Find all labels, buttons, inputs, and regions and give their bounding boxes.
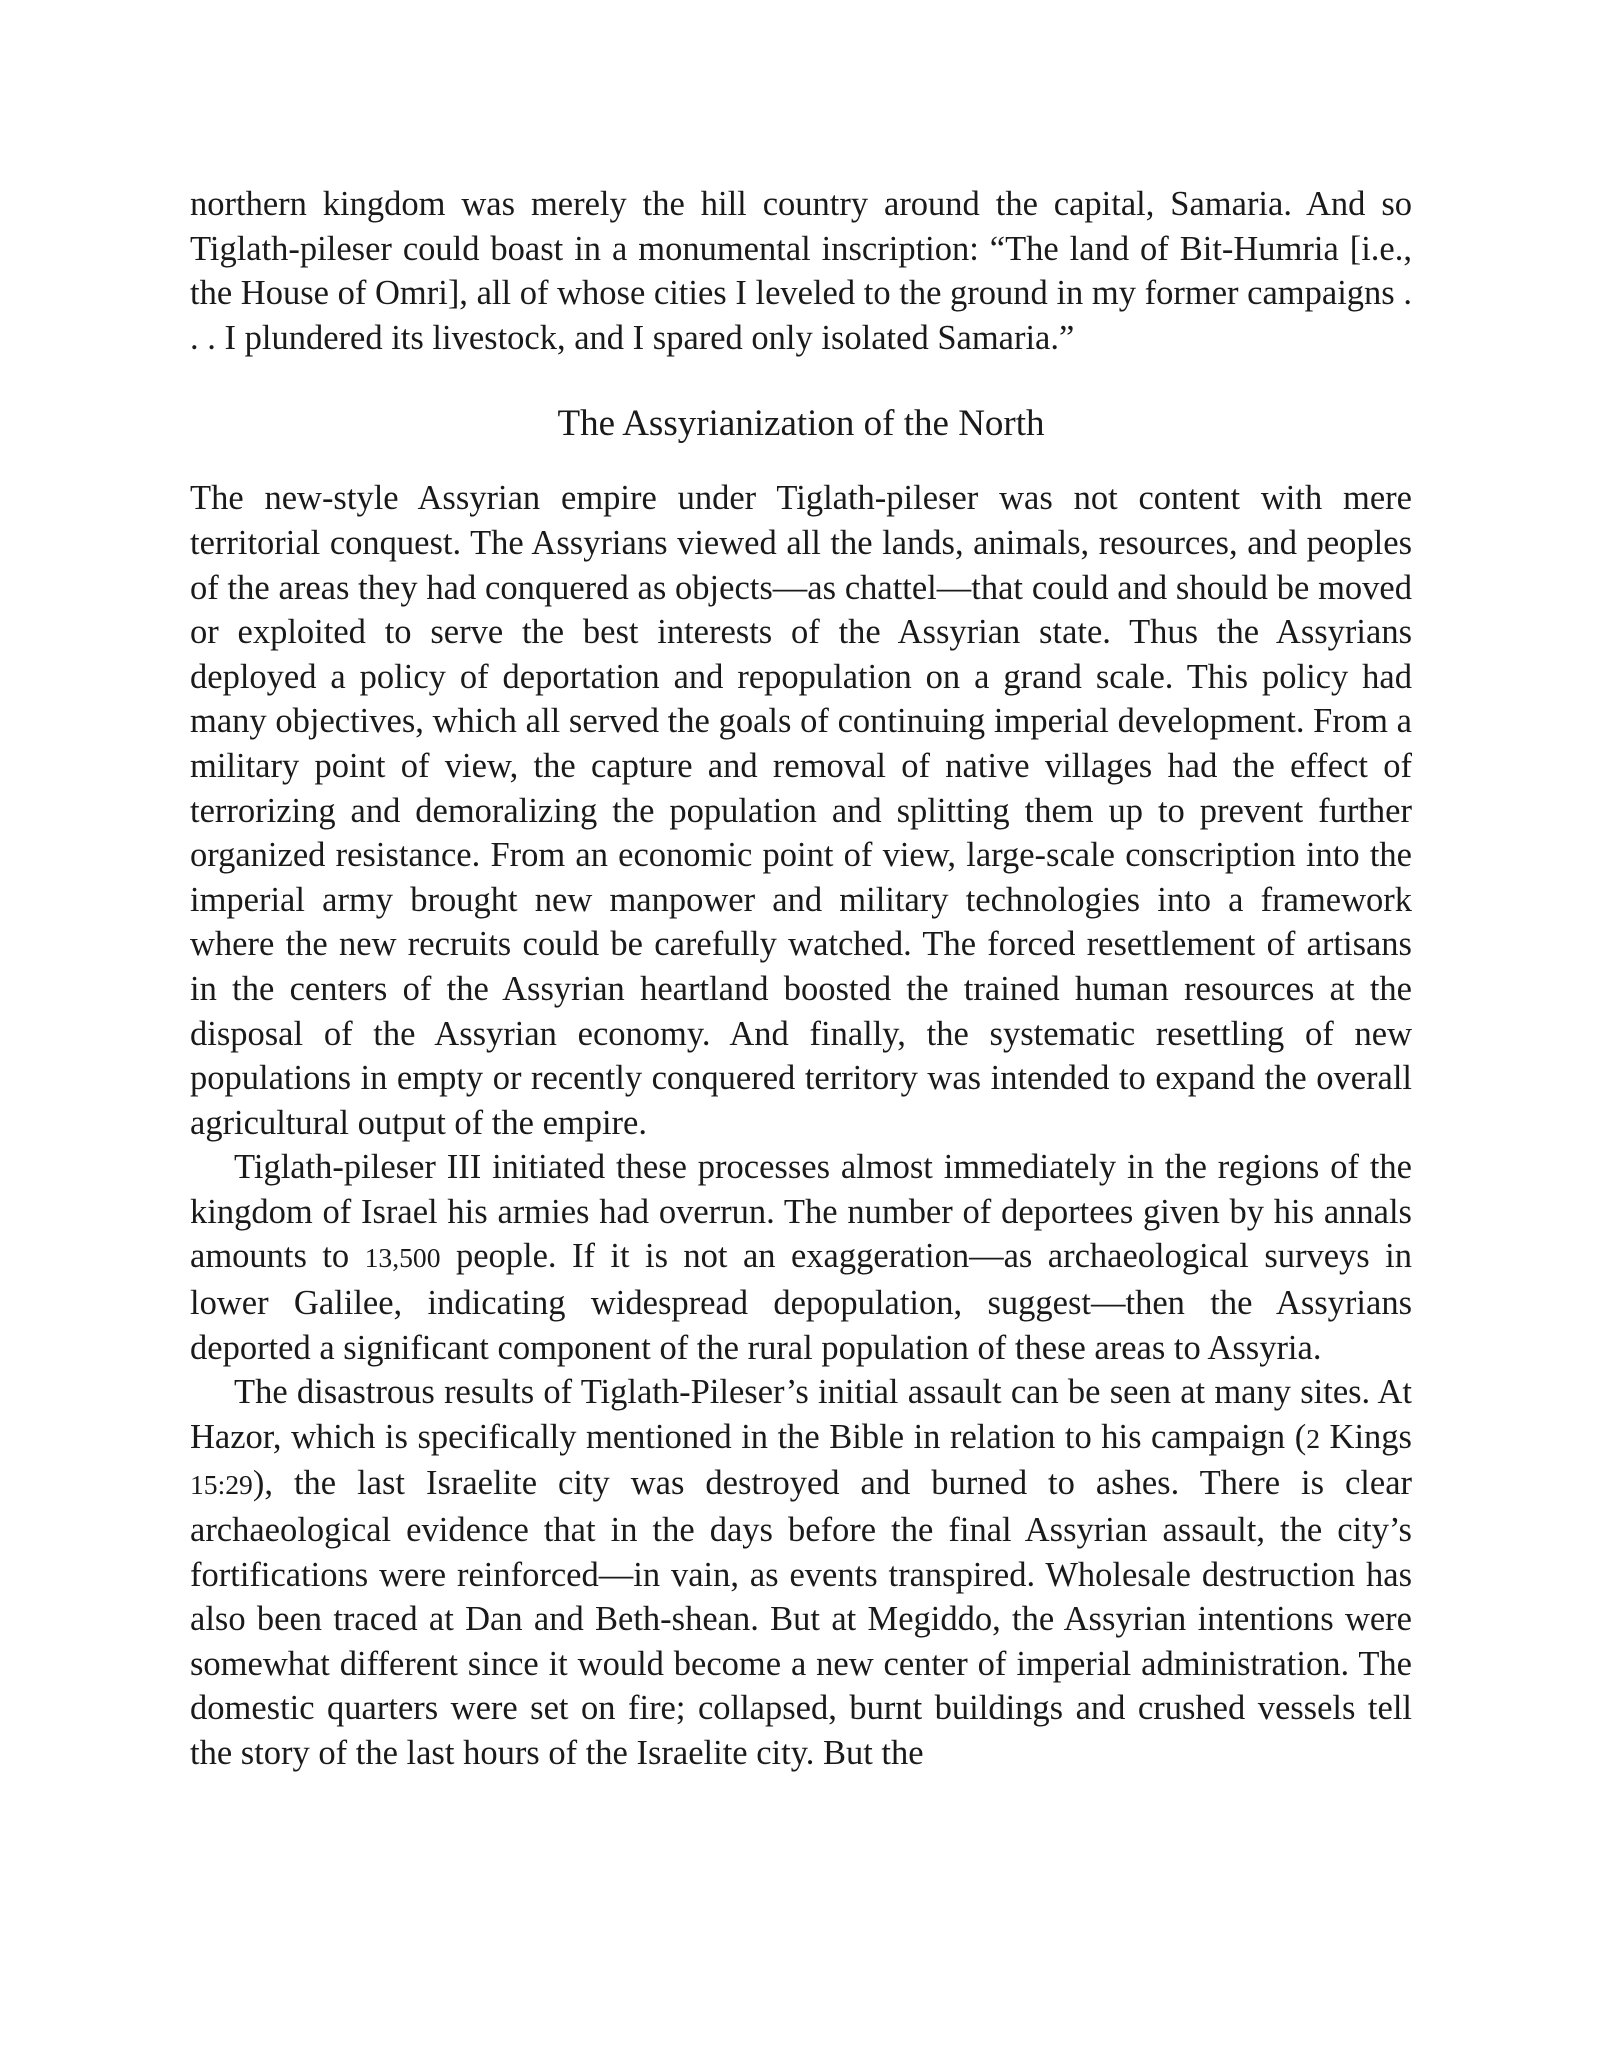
book-page bbox=[190, 182, 1412, 1776]
paragraph-3-text-end: ), the last Israelite city was destroyed and burned to ashes. There is clear archaeological evidence that in the days before the final Assyrian assault, the city’s fortifications were reinforced—in vain, as events transpired. Wholesale destruction has also been traced at Dan and Beth-shean. But at Megiddo, the Assyrian intentions were somewhat different since it would become a new center of imperial administration. The domestic quarters were set on fire; collapsed, burnt buildings and crushed vessels tell the story of the last hours of the Israelite city. But the bbox=[190, 1464, 1412, 1772]
paragraph-2-text-end: people. If it is not an exaggeration—as archaeological surveys in lower Galilee, indicating widespread depopulation, suggest—then the Assyrians deported a significant component of the rural population of these areas to Assyria. bbox=[190, 1237, 1413, 1367]
paragraph-2 bbox=[190, 1145, 1412, 1370]
bible-ref-chapter: 2 bbox=[1306, 1422, 1321, 1454]
deportee-count: 13,500 bbox=[364, 1242, 441, 1274]
bible-ref-book: Kings bbox=[1320, 1417, 1412, 1456]
section-heading: The Assyrianization of the North bbox=[557, 403, 1045, 445]
opening-paragraph: northern kingdom was merely the hill country around the capital, Samaria. And so Tiglath-pileser could boast in a monumental inscription: “The land of Bit-Humria [i.e., the House of Omri], all of whose cities I leveled to the ground in my former campaigns . . . I plundered its livestock, and I spared only isolated Samaria.” bbox=[190, 185, 1412, 357]
paragraph-2-text-start: Tiglath-pileser III initiated these processes almost immediately in the regions of the kingdom of Israel his armies had overrun. The number of deportees given by his annals amounts to bbox=[190, 1148, 1412, 1276]
paragraph-3 bbox=[190, 1370, 1412, 1775]
paragraph-1: The new-style Assyrian empire under Tiglath-pileser was not content with mere territorial conquest. The Assyrians viewed all the lands, animals, resources, and peoples of the areas they had conquered as objects—as chattel—that could and should be moved or exploited to serve the best interests of the Assyrian state. Thus the Assyrians deployed a policy of deportation and repopulation on a grand scale. This policy had many objectives, which all served the goals of continuing imperial development. From a military point of view, the capture and removal of native villages had the effect of terrorizing and demoralizing the population and splitting them up to prevent further organized resistance. From an economic point of view, large-scale conscription into the imperial army brought new manpower and military technologies into a framework where the new recruits could be carefully watched. The forced resettlement of artisans in the centers of the Assyrian heartland boosted the trained human resources at the disposal of the Assyrian economy. And finally, the systematic resettling of new populations in empty or recently conquered territory was intended to expand the overall agricultural output of the empire. bbox=[190, 479, 1412, 1142]
paragraph-3-text-start: The disastrous results of Tiglath-Pileser’s initial assault can be seen at many sites. At Hazor, which is specifically mentioned in the Bible in relation to his campaign ( bbox=[190, 1373, 1412, 1456]
bible-ref-verse: 15:29 bbox=[190, 1469, 253, 1501]
